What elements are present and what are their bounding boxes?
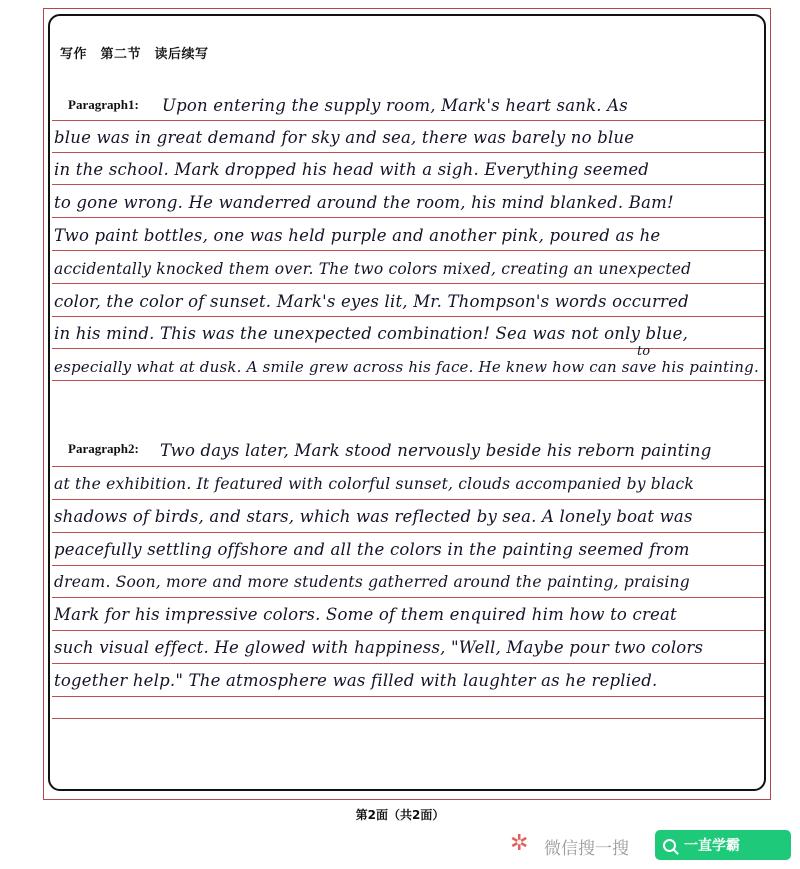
ruled-line: [52, 348, 764, 349]
ruled-line: [52, 380, 764, 381]
ruled-line: [52, 152, 764, 153]
ruled-line: [52, 283, 764, 284]
handwritten-line: Two days later, Mark stood nervously beside his reborn painting: [160, 441, 712, 460]
ruled-line: [52, 120, 764, 121]
handwritten-line: in the school. Mark dropped his head with a sigh. Everything seemed: [54, 160, 650, 179]
ruled-line: [52, 184, 764, 185]
handwritten-line: especially what at dusk. A smile grew across his face. He knew how can save his painting.: [54, 358, 759, 376]
insertion-mark: to: [637, 344, 651, 359]
handwritten-line: Upon entering the supply room, Mark's heart sank. As: [162, 96, 628, 115]
ruled-line: [52, 718, 764, 719]
search-icon: [663, 839, 676, 852]
ruled-line: [52, 663, 764, 664]
paragraph1-label: Paragraph1:: [68, 97, 139, 112]
ruled-line: [52, 466, 764, 467]
wechat-search-text: 微信搜一搜: [544, 839, 629, 859]
handwritten-line: accidentally knocked them over. The two colors mixed, creating an unexpected: [54, 260, 692, 278]
handwritten-line: shadows of birds, and stars, which was reflected by sea. A lonely boat was: [54, 507, 693, 526]
handwritten-line: such visual effect. He glowed with happiness, "Well, Maybe pour two colors: [54, 638, 704, 657]
search-button-label: 一直学霸: [684, 838, 740, 854]
ruled-line: [52, 565, 764, 566]
handwritten-line: together help." The atmosphere was filled with laughter as he replied.: [54, 671, 658, 690]
section-title: 写作 第二节 读后续写: [60, 47, 209, 62]
ruled-line: [52, 532, 764, 533]
handwritten-line: Two paint bottles, one was held purple and another pink, poured as he: [54, 226, 661, 245]
ruled-line: [52, 250, 764, 251]
handwritten-line: in his mind. This was the unexpected combination! Sea was not only blue,: [54, 324, 689, 343]
ruled-line: [52, 630, 764, 631]
handwritten-line: dream. Soon, more and more students gatherred around the painting, praising: [54, 573, 690, 591]
handwritten-line: at the exhibition. It featured with colorful sunset, clouds accompanied by black: [54, 475, 694, 493]
wechat-search-logo-icon: ✲: [510, 831, 529, 856]
handwritten-line: peacefully settling offshore and all the colors in the painting seemed from: [54, 540, 690, 559]
handwritten-line: to gone wrong. He wanderred around the room, his mind blanked. Bam!: [54, 193, 674, 212]
paragraph2-label: Paragraph2:: [68, 441, 139, 456]
ruled-line: [52, 217, 764, 218]
ruled-line: [52, 316, 764, 317]
handwritten-line: blue was in great demand for sky and sea, there was barely no blue: [54, 128, 635, 147]
handwritten-line: Mark for his impressive colors. Some of them enquired him how to creat: [54, 605, 677, 624]
handwritten-line: color, the color of sunset. Mark's eyes lit, Mr. Thompson's words occurred: [54, 292, 689, 311]
ruled-line: [52, 696, 764, 697]
search-button[interactable]: [655, 830, 791, 860]
ruled-line: [52, 499, 764, 500]
page-number: 第2面（共2面）: [355, 808, 445, 822]
ruled-line: [52, 597, 764, 598]
